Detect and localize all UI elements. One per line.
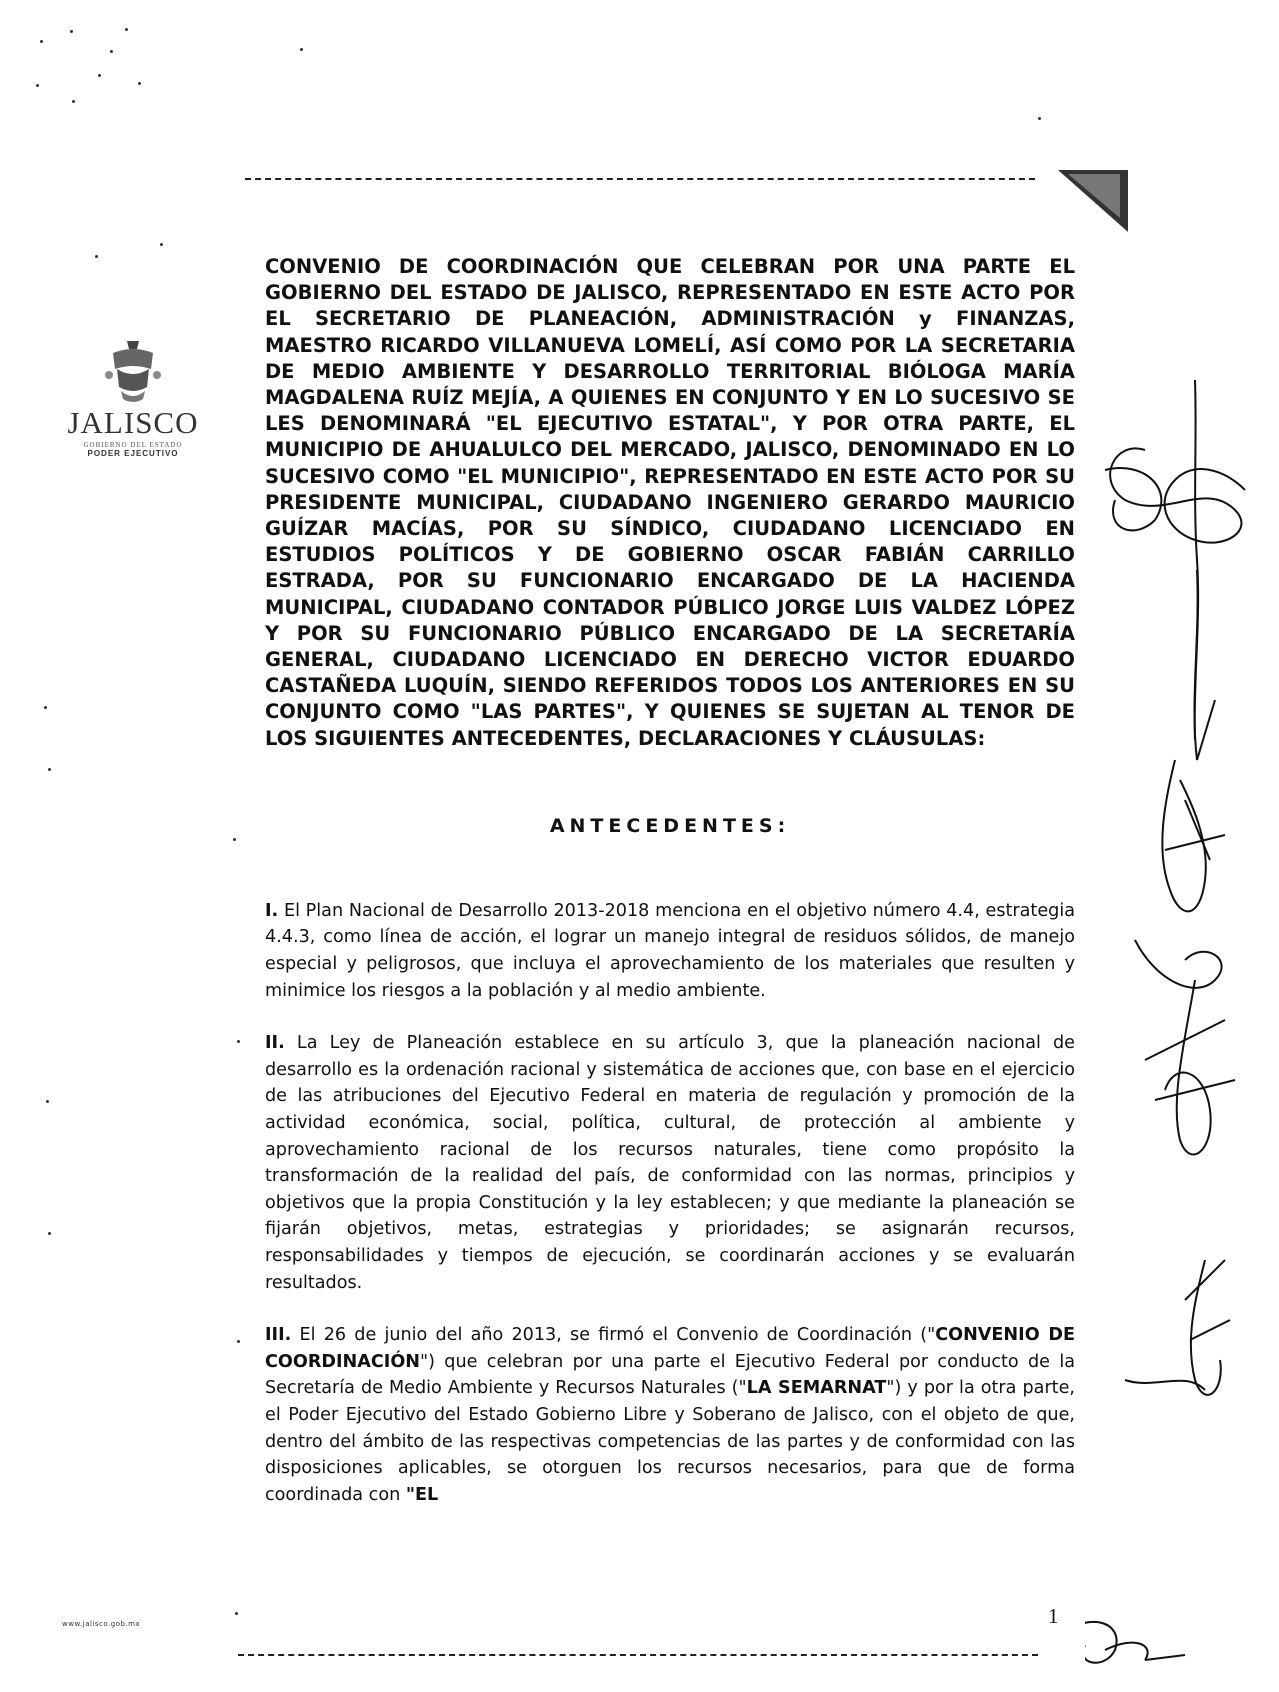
scan-speck xyxy=(235,1612,238,1615)
scan-speck xyxy=(110,50,113,53)
section-title-antecedentes: ANTECEDENTES: xyxy=(549,814,791,837)
logo-name: JALISCO xyxy=(67,405,199,440)
scan-speck xyxy=(138,82,141,85)
scan-speck xyxy=(1038,117,1041,120)
top-dashed-rule xyxy=(245,178,1035,180)
paragraph-text: El Plan Nacional de Desarrollo 2013-2018 menciona en el objetivo número 4.4, estrategia 4.4.3, como línea de acción, el lograr un manejo integral de residuos sólidos, de manejo especial y peligrosos, que incluya el aprovechamiento de los materiales que resulten y minimice los riesgos a la población y al medio ambiente. xyxy=(265,900,1075,1001)
scan-speck xyxy=(300,48,303,51)
term-semarnat: LA SEMARNAT xyxy=(746,1378,887,1399)
scan-speck xyxy=(95,255,98,258)
scan-speck xyxy=(36,84,39,87)
paragraph-i xyxy=(265,898,1075,1004)
agreement-heading: CONVENIO DE COORDINACIÓN QUE CELEBRAN POR UNA PARTE EL GOBIERNO DEL ESTADO DE JALISCO, REPRESENTADO EN ESTE ACTO POR EL SECRETARIO DE PLANEACIÓN, ADMINISTRACIÓN y FINANZAS, MAESTRO RICARDO VILLANUEVA LOMELÍ, ASÍ COMO POR LA SECRETARIA DE MEDIO AMBIENTE Y DESARROLLO TERRITORIAL BIÓLOGA MARÍA MAGDALENA RUÍZ MEJÍA, A QUIENES EN CONJUNTO Y EN LO SUCESIVO SE LES DENOMINARÁ "EL EJECUTIVO ESTATAL", Y POR OTRA PARTE, EL MUNICIPIO DE AHUALULCO DEL MERCADO, JALISCO, DENOMINADO EN LO SUCESIVO COMO "EL MUNICIPIO", REPRESENTADO EN ESTE ACTO POR SU PRESIDENTE MUNICIPAL, CIUDADANO INGENIERO GERARDO MAURICIO GUÍZAR MACÍAS, POR SU SÍNDICO, CIUDADANO LICENCIADO EN ESTUDIOS POLÍTICOS Y DE GOBIERNO OSCAR FABIÁN CARRILLO ESTRADA, POR SU FUNCIONARIO ENCARGADO DE LA HACIENDA MUNICIPAL, CIUDADANO CONTADOR PÚBLICO JORGE LUIS VALDEZ LÓPEZ Y POR SU FUNCIONARIO PÚBLICO ENCARGADO DE LA SECRETARÍA GENERAL, CIUDADANO LICENCIADO EN DERECHO VICTOR EDUARDO CASTAÑEDA LUQUÍN, SIENDO REFERIDOS TODOS LOS ANTERIORES EN SU CONJUNTO COMO "LAS PARTES", Y QUIENES SE SUJETAN AL TENOR DE LOS SIGUIENTES ANTECEDENTES, DECLARACIONES Y CLÁUSULAS: xyxy=(265,255,1075,750)
margin-signatures xyxy=(1085,380,1279,1680)
scan-speck xyxy=(160,243,163,246)
scan-speck xyxy=(48,768,51,771)
paragraph-text: La Ley de Planeación establece en su artículo 3, que la planeación nacional de desarrollo es la ordenación racional y sistemática de acciones que, con base en el ejercicio de las atribuciones del Ejecutivo Federal en materia de regulación y promoción de la actividad económica, social, política, cultural, de protección al ambiente y aprovechamiento racional de los recursos naturales, tiene como propósito la transformación de la realidad del país, de conformidad con las normas, principios y objetivos que la propia Constitución y la ley establecen; y que mediante la planeación se fijarán objetivos, metas, estrategias y prioridades; se asignarán recursos, responsabilidades y tiempos de ejecución, se coordinarán acciones y se evaluarán resultados. xyxy=(265,1033,1075,1293)
logo-tagline: PODER EJECUTIVO xyxy=(87,449,179,458)
paragraph-numeral: III. xyxy=(265,1325,292,1346)
corner-stamp-mark xyxy=(1050,168,1130,238)
scan-speck xyxy=(72,100,75,103)
scan-speck xyxy=(46,1100,49,1103)
scan-speck xyxy=(44,706,47,709)
scan-speck xyxy=(237,1340,240,1343)
scan-speck xyxy=(40,40,43,43)
paragraph-numeral: I. xyxy=(265,900,279,921)
paragraph-text: ") y por la otra parte, el Poder Ejecutivo del Estado Gobierno Libre y Soberano de Jalisco, con el objeto de que, dentro del ámbito de las respectivas competencias de las partes y de conformidad con las disposiciones aplicables, se otorguen los recursos necesarios, para que de forma coordinada con xyxy=(265,1378,1075,1505)
scan-speck xyxy=(125,28,128,31)
paragraph-text: El 26 de junio del año 2013, se firmó el Convenio de Coordinación (" xyxy=(291,1325,936,1346)
jalisco-logo xyxy=(58,335,208,458)
paragraph-numeral: II. xyxy=(265,1033,285,1054)
scan-speck xyxy=(98,74,101,77)
scan-speck xyxy=(70,30,73,33)
term-el: "EL xyxy=(405,1484,439,1505)
bottom-dashed-rule xyxy=(238,1654,1038,1656)
scan-speck xyxy=(237,1040,240,1043)
paragraph-iii xyxy=(265,1322,1075,1508)
document-body xyxy=(265,254,1075,1508)
paragraph-text: ") que celebran por una parte el Ejecutivo Federal por conducto de la Secretaría de Medio Ambiente y Recursos Naturales (" xyxy=(265,1351,1075,1399)
page-number: 1 xyxy=(1048,1604,1059,1628)
logo-subtitle: GOBIERNO DEL ESTADO xyxy=(83,441,183,449)
scan-speck xyxy=(233,838,236,841)
footer-url: www.jalisco.gob.mx xyxy=(62,1620,141,1628)
scan-speck xyxy=(48,1232,51,1235)
jalisco-coat-of-arms-icon xyxy=(93,335,173,407)
paragraph-ii xyxy=(265,1030,1075,1296)
term-convenio: CONVENIO DE COORDINACIÓN xyxy=(265,1325,1076,1372)
